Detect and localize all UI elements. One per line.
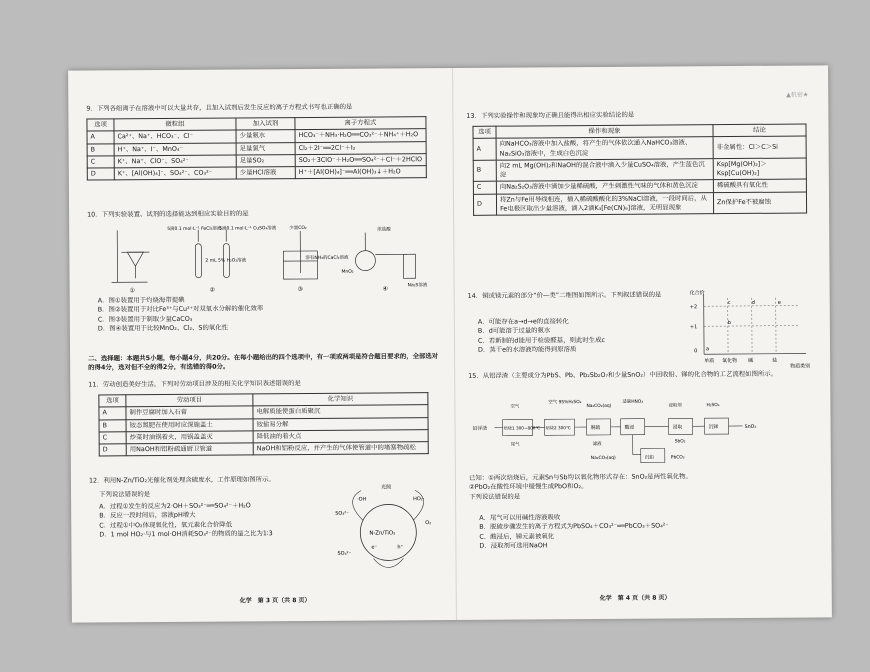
table-cell small: NaOH和铝粉反应，并产生的气体使管道中的堵塞物疏松	[253, 442, 428, 456]
q15-options	[479, 512, 669, 550]
table-header-cell: 结论	[713, 124, 806, 137]
table-cell: D	[87, 168, 114, 180]
apparatus-4-icon	[355, 232, 415, 278]
option-a: A．可能存在a→d→e的直接转化	[477, 317, 569, 326]
flow-label: SbO₂	[674, 439, 686, 445]
table-cell: H⁺、Na⁺、I⁻、MnO₄⁻	[114, 143, 236, 156]
option-a: A．过程①发生的反应为2·OH＋SO₃²⁻══SO₄²⁻＋H₂O	[99, 501, 251, 511]
flow-step: 脱硫	[590, 425, 601, 432]
fig-annotation: 2 mL 5% H₂O₂溶液	[205, 258, 247, 264]
option-d: D．图④装置用于比较MnO₂、Cl₂、S的氧化性	[97, 323, 229, 333]
option-b: B．图②装置用于对比Fe³⁺与Cu²⁺对双氧水分解的催化效率	[97, 304, 264, 314]
table-cell: SO₂＋3ClO⁻＋H₂O══SO₄²⁻＋Cl⁻＋2HClO	[295, 154, 426, 167]
table-row	[473, 136, 806, 160]
option-d: D．蒸干e的水溶液均能得到原溶质	[478, 344, 577, 354]
flow-label: Na₂CO₃(aq)	[590, 455, 616, 462]
note-2: ②PbO₂在酸性环境中缓慢生成PbO和O₂。	[468, 482, 588, 492]
table-cell: 少量HCl溶液	[236, 167, 295, 180]
flow-label: 浸取剂	[668, 403, 682, 409]
species-label: SO₃²⁻	[335, 510, 349, 517]
species-label: e⁻	[371, 544, 378, 551]
table-cell: Ksp[Mg(OH)₂]＞Ksp[Cu(OH)₂]	[713, 158, 806, 180]
table-cell: 少量氨水	[236, 130, 295, 143]
option-c: C．若新制的d能用于检验醛基，则此时生成c	[477, 335, 606, 345]
table-cell: 降低油的着火点	[253, 429, 428, 443]
table-row	[87, 166, 426, 181]
table-header-cell: 化学知识	[253, 393, 428, 407]
chart-point: b	[727, 320, 732, 327]
chart-point: a	[706, 346, 710, 353]
table-cell: 稀硫酸具有氧化性	[713, 179, 806, 192]
page-right	[466, 65, 820, 619]
flow-label: 空气	[510, 404, 520, 410]
chart-point: d	[751, 299, 755, 306]
table-cell: 电解质能使蛋白质聚沉	[253, 405, 428, 419]
fig-label: ③	[297, 286, 304, 294]
table-cell: 足量SO₂	[236, 154, 295, 167]
species-label: ·OH	[357, 496, 367, 503]
option-d: D．浸取剂可选用NaOH	[479, 541, 548, 550]
chart-x-tick: 单质	[704, 358, 715, 365]
table-cell: A	[99, 407, 126, 419]
flow-step: 焙烧2 300℃	[545, 425, 571, 431]
q13-table	[472, 124, 807, 217]
table-cell: 炒菜时油锅着火，用锅盖盖灭	[126, 431, 253, 444]
flow-label: 滤液	[592, 441, 602, 448]
flow-label: 尾气	[510, 442, 520, 448]
species-label: SO₄²⁻	[337, 550, 352, 557]
q15-stem: 15．从铝浮渣（主要成分为PbS、Pb、Pb₂Sb₂O₇和少量SnO₂）中回收铅、锑的化合物的工艺流程如图所示。	[468, 369, 778, 380]
option-a: A．尾气可以用碱性溶液吸收	[479, 513, 561, 522]
section-2-instructions: 二、选择题：本题共5小题，每小题4分，共20分。在每小题给出的四个选项中，有一项或两项是符合题目要求的，全部选对的得4分，选对但不全的得2分，有选错的得0分。	[88, 352, 439, 372]
page-footer: 化学 第 3 页（共 8 页）	[239, 596, 311, 605]
apparatus-1-icon	[111, 230, 149, 282]
table-cell: 非金属性：Cl＞C＞Si	[713, 136, 806, 158]
flow-step: SnO₂	[744, 424, 757, 430]
table-row	[473, 192, 806, 216]
flow-label: Na₂CO₃(aq)	[586, 403, 612, 410]
q15-sub: 下列说法错误的是	[469, 492, 521, 501]
table-cell: K⁺、[Al(OH)₄]⁻、SO₄²⁻、CO₃²⁻	[114, 167, 236, 180]
table-cell: A	[473, 138, 496, 160]
table-cell: 制作豆腐时加入石膏	[126, 406, 253, 419]
q12-options	[99, 501, 329, 540]
flow-label: 空气 95%H₂SO₄	[548, 400, 582, 406]
chart-x-label: 物质类别	[790, 363, 811, 370]
table-cell: A	[87, 131, 114, 143]
flow-step: 酸浸	[624, 425, 635, 431]
table-row	[99, 442, 428, 457]
table-cell: 向2 mL Mg(OH)₂和NaOH的混合液中滴入少量CuSO₄溶液，产生蓝色沉淀	[496, 159, 713, 182]
table-cell: 向Na₂S₂O₃溶液中滴加少量稀硫酸，产生刺激性气味的气体和黄色沉淀	[496, 180, 713, 194]
watermark-stamp: ▲机密★	[786, 91, 809, 99]
q11-table	[98, 392, 428, 457]
table-header-cell: 离子方程式	[295, 117, 426, 130]
table-cell: 向NaHCO₃溶液中加入盐酸，将产生的气体依次通入NaHCO₃溶液、Na₂SiO₃溶液中，生成白色沉淀	[496, 137, 713, 160]
table-header-cell: 劳动项目	[126, 394, 253, 407]
q15-process-flow	[472, 391, 817, 471]
q10-apparatus-figure	[107, 220, 437, 294]
q10-options	[98, 295, 264, 333]
fig-label: ④	[382, 285, 389, 293]
table-cell: C	[473, 182, 496, 194]
table-cell: C	[99, 432, 126, 444]
q14-valence-class-chart	[688, 287, 815, 370]
option-b: B．d可能溶于过量的氨水	[477, 326, 551, 336]
table-cell: H⁺＋[Al(OH)₄]⁻══Al(OH)₃↓＋H₂O	[295, 166, 426, 179]
fig-annotation: 浓盐酸	[377, 227, 391, 233]
table-header-cell: 微粒组	[114, 118, 236, 131]
table-cell: B	[99, 419, 126, 431]
table-cell: D	[99, 444, 126, 456]
species-label: h⁺	[397, 544, 404, 551]
table-cell: HCO₃⁻＋NH₃·H₂O══CO₃²⁻＋NH₄⁺＋H₂O	[295, 129, 426, 142]
table-cell: B	[87, 143, 114, 155]
flow-label: H₂SO₄	[706, 403, 720, 409]
table-cell: 足量氯气	[236, 142, 295, 155]
table-cell: 用NaOH和铝粉疏通厨卫管道	[126, 443, 253, 456]
flow-step: 铅浮渣	[472, 426, 488, 432]
table-header-cell: 选项	[87, 119, 114, 131]
fig-annotation: Na₂S溶液	[407, 283, 428, 289]
q9-table	[86, 116, 426, 181]
table-header-cell: 选项	[99, 395, 126, 407]
table-header-cell: 操作和现象	[496, 125, 713, 139]
q12-photocatalysis-diagram	[333, 480, 444, 581]
light-label: 光照	[380, 484, 392, 491]
q10-stem: 10．下列实验装置、试剂的选择能达到相应实验目的的是	[87, 209, 249, 219]
q14-options	[478, 316, 688, 355]
fig-label: ②	[209, 286, 216, 294]
q12-stem: 12．利用N-Zn/TiO₂光催化剂处理含硫废水，工作原理如图所示。	[88, 475, 275, 485]
exam-sheet	[68, 65, 832, 622]
option-a: A．图①装置用于灼烧海带提碘	[97, 295, 185, 305]
fig-annotation: 5滴0.1 mol·L⁻¹ CuSO₄溶液	[219, 226, 277, 232]
table-cell: Zn保护Fe不被腐蚀	[713, 192, 806, 214]
page-left	[86, 68, 448, 622]
fig-annotation: 少量CO₂	[289, 225, 307, 232]
option-b: B．反应一段时间后，溶液pH增大	[99, 511, 196, 520]
chart-y-tick: +1	[689, 324, 698, 331]
table-cell: B	[473, 160, 496, 182]
chart-y-label: 化合价	[689, 290, 705, 297]
table-cell: 将Zn与Fe用导线相连，插入稀硫酸酸化的3%NaCl溶液，一段时间后，从Fe电极区取出少量溶液，滴入2滴K₃[Fe(CN)₆]溶液，无明显现象	[496, 192, 713, 215]
table-cell: 铵盐易分解	[253, 417, 428, 431]
chart-x-tick: 碱	[748, 357, 754, 364]
species-label: O₂	[425, 520, 432, 527]
q12-sub: 下列说法错误的是	[99, 490, 151, 499]
page-footer: 化学 第 4 页（共 8 页）	[599, 594, 671, 602]
q9-stem: 9．下列各组离子在溶液中可以大量共存，且加入试剂后发生反应的离子方程式书写也正确的是	[86, 102, 353, 113]
q15-notes	[469, 471, 817, 501]
chart-y-tick: 0	[694, 348, 698, 355]
table-cell: Cl₂＋2I⁻══2Cl⁻＋I₂	[295, 141, 426, 154]
apparatus-2-icon	[195, 230, 229, 278]
flow-step: 沉锑	[708, 425, 719, 431]
catalyst-label: N-Zn/TiO₂	[369, 530, 396, 537]
chart-x-tick: 盐	[772, 357, 778, 364]
chart-point: e	[777, 299, 781, 306]
fig-annotation: MnO₂	[341, 269, 354, 275]
chart-point: c	[727, 300, 731, 307]
option-c: C．图③装置用于制取少量CaCO₃	[97, 314, 193, 324]
option-c: C．过程①中O₂体现氧化性，氧元素化合价降低	[99, 520, 233, 530]
option-c: C．酸浸后，锑元素被氧化	[479, 531, 555, 541]
page-fold	[452, 68, 457, 620]
chart-y-tick: +2	[689, 304, 698, 311]
fig-label: ①	[129, 287, 136, 295]
table-cell: 铵态氮肥在使用时应深施盖土	[126, 418, 253, 431]
table-cell: D	[473, 194, 496, 216]
q11-stem: 11．劳动创造美好生活。下列对劳动项目涉及的相关化学知识表述错误的是	[88, 379, 301, 389]
q13-stem: 13．下列实验操作和现象均正确且能得出相应实验结论的是	[466, 110, 635, 120]
fig-annotation: 5滴0.1 mol·L⁻¹ FeCl₃溶液	[167, 226, 222, 232]
fig-annotation: 溶有NH₃的CaCl₂溶液	[305, 255, 349, 262]
species-label: HO₂·	[413, 496, 425, 503]
option-b: B．脱硫步骤发生的离子方程式为PbSO₄＋CO₃²⁻══PbCO₃＋SO₄²⁻	[479, 521, 669, 532]
table-cell: Ca²⁺、Na⁺、HCO₃⁻、Cl⁻	[114, 130, 236, 143]
option-d: D．1 mol HO₂·与1 mol·OH消耗SO₃²⁻的物质的量之比为1∶3	[99, 529, 273, 539]
q14-stem: 14．铜或镁元素的部分“价—类”二维图如图所示。下列叙述错误的是	[467, 290, 662, 300]
note-1: 已知：①两次焙烧后，元素Sn与Sb均以氧化物形式存在：SnO₂是两性氧化物。	[468, 472, 692, 482]
flow-step: 焙烧1 300~800℃	[503, 425, 541, 431]
flow-label: PbCO₃	[670, 455, 685, 461]
table-row	[473, 158, 806, 182]
table-header-cell: 选项	[473, 126, 496, 138]
table-header-cell: 加入试剂	[236, 118, 295, 131]
flow-step: 浸取	[672, 425, 683, 431]
flow-label: 沉铅	[644, 455, 655, 461]
table-cell: K⁺、Na⁺、ClO⁻、SO₄²⁻	[114, 155, 236, 168]
flow-label: 适量HNO₃	[622, 399, 644, 405]
table-cell: C	[87, 156, 114, 168]
chart-x-tick: 氧化物	[722, 357, 738, 365]
